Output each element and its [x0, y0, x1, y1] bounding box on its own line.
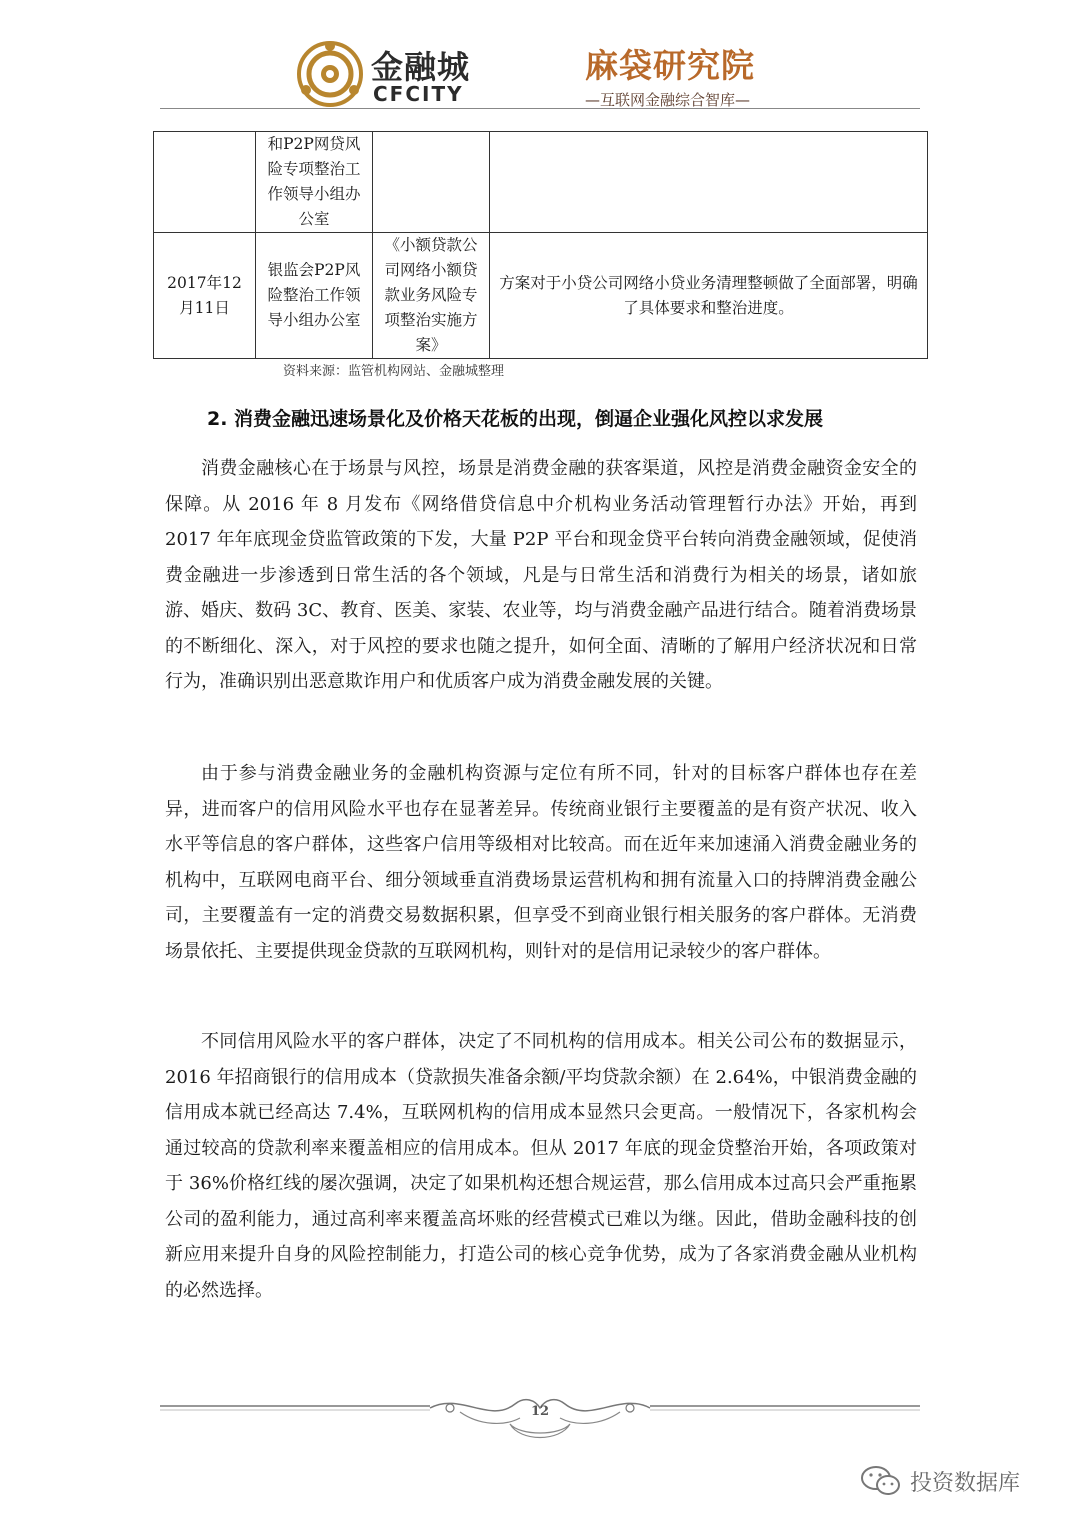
cfcity-logo — [295, 38, 485, 110]
table-cell-date — [154, 132, 256, 233]
institute-logo — [585, 40, 765, 110]
watermark-text: 投资数据库 — [910, 1471, 1021, 1496]
source-note: 资料来源：监管机构网站、金融城整理 — [283, 364, 505, 379]
table-row — [154, 233, 928, 359]
table-cell-document — [373, 132, 490, 233]
body-paragraph: 由于参与消费金融业务的金融机构资源与定位有所不同，针对的目标客户群体也存在差异，进而客户的信用风险水平也存在显著差异。传统商业银行主要覆盖的是有资产状况、收入水平等信息的客户群体，这些客户信用等级相对比较高。而在近年来加速涌入消费金融业务的机构中，互联网电商平台、细分领域垂直消费场景运营机构和拥有流量入口的持牌消费金融公司，主要覆盖有一定的消费交易数据积累，但享受不到商业银行相关服务的客户群体。无消费场景依托、主要提供现金贷款的互联网机构，则针对的是信用记录较少的客户群体。 — [165, 763, 917, 962]
body-paragraph: 消费金融核心在于场景与风控，场景是消费金融的获客渠道，风控是消费金融资金安全的保障。从 2016 年 8 月发布《网络借贷信息中介机构业务活动管理暂行办法》开始，再到 2017 年年底现金贷监管政策的下发，大量 P2P 平台和现金贷平台转向消费金融领域，促使消费金融进一步渗透到日常生活的各个领域，凡是与日常生活和消费行为相关的场景，诸如旅游、婚庆、数码 3C、教育、医美、家装、农业等，均与消费金融产品进行结合。随着消费场景的不断细化、深入，对于风控的要求也随之提升，如何全面、清晰的了解用户经济状况和日常行为，准确识别出恶意欺诈用户和优质客户成为消费金融发展的关键。 — [165, 458, 917, 692]
footer-ornament-icon — [160, 1390, 920, 1450]
wechat-icon — [860, 1464, 902, 1498]
wechat-watermark — [860, 1462, 1060, 1502]
brand-en: CFCITY — [373, 82, 464, 106]
page-number: 12 — [530, 1404, 550, 1419]
section-heading: 2. 消费金融迅速场景化及价格天花板的出现，倒逼企业强化风控以求发展 — [207, 408, 824, 430]
table-cell-content: 方案对于小贷公司网络小贷业务清理整顿做了全面部署，明确了具体要求和整治进度。 — [490, 233, 928, 359]
table-cell-content — [490, 132, 928, 233]
table-cell-date: 2017年12月11日 — [154, 233, 256, 359]
table-cell-agency: 银监会P2P风险整治工作领导小组办公室 — [256, 233, 373, 359]
table-row — [154, 132, 928, 233]
header-divider — [160, 108, 920, 109]
table-cell-document: 《小额贷款公司网络小额贷款业务风险专项整治实施方案》 — [373, 233, 490, 359]
institute-subtitle: —互联网金融综合智库— — [585, 91, 751, 109]
regulation-table — [153, 131, 928, 359]
cfcity-emblem-icon — [295, 40, 365, 108]
institute-title: 麻袋研究院 — [585, 46, 755, 85]
table-cell-agency: 和P2P网贷风险专项整治工作领导小组办公室 — [256, 132, 373, 233]
body-paragraph: 不同信用风险水平的客户群体，决定了不同机构的信用成本。相关公司公布的数据显示，2016 年招商银行的信用成本（贷款损失准备余额/平均贷款余额）在 2.64%，中银消费金融的信用成本就已经高达 7.4%，互联网机构的信用成本显然只会更高。一般情况下，各家机构会通过较高的贷款利率来覆盖相应的信用成本。但从 2017 年底的现金贷整治开始，各项政策对于 36%价格红线的屡次强调，决定了如果机构还想合规运营，那么信用成本过高只会严重拖累公司的盈利能力，通过高利率来覆盖高坏账的经营模式已难以为继。因此，借助金融科技的创新应用来提升自身的风险控制能力，打造公司的核心竞争优势，成为了各家消费金融从业机构的必然选择。 — [165, 1031, 917, 1301]
brand-cn: 金融城 — [371, 48, 471, 86]
page-header — [160, 38, 920, 110]
